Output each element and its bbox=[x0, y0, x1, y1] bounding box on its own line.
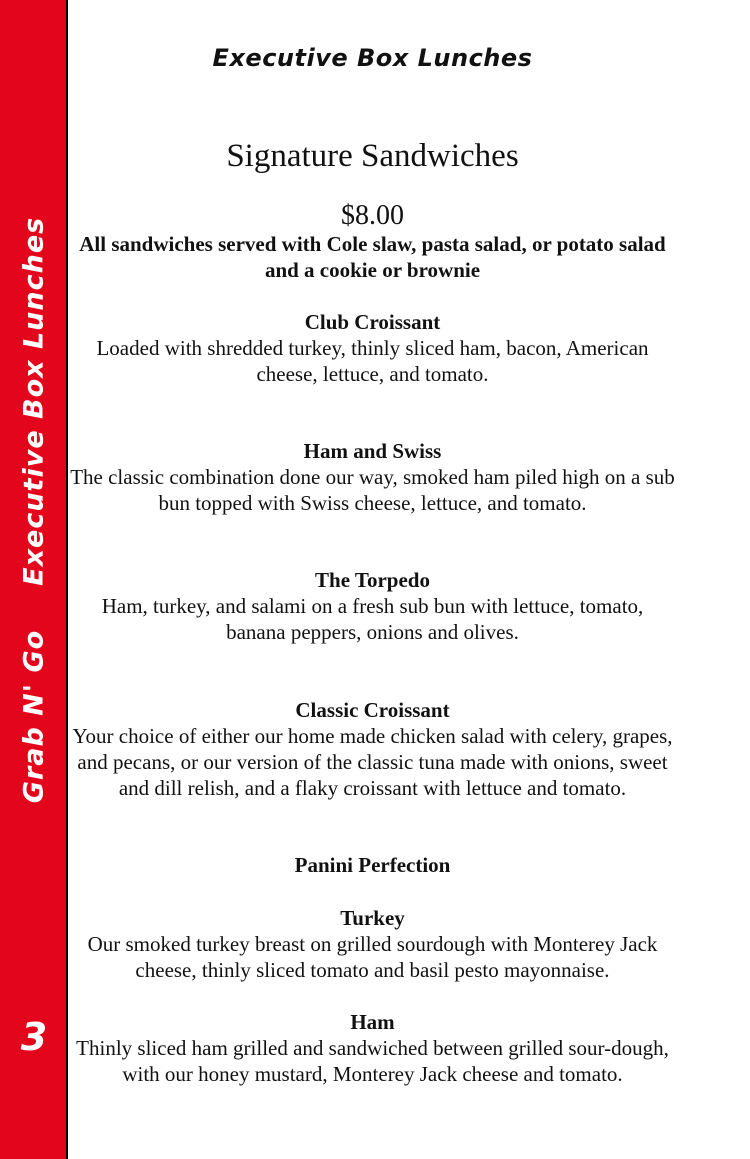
item-name: The Torpedo bbox=[315, 568, 430, 592]
item-description: The classic combination done our way, smoked ham piled high on a sub bun topped with Swiss cheese, lettuce, and tomato. bbox=[70, 465, 675, 515]
page-number: 3 bbox=[20, 1015, 48, 1059]
item-description: Ham, turkey, and salami on a fresh sub bun with lettuce, tomato, banana peppers, onions and olives. bbox=[101, 594, 644, 644]
sidebar bbox=[0, 0, 68, 1159]
sidebar-text-grab-n-go: Grab N' Go bbox=[18, 629, 50, 804]
panini-heading: Panini Perfection bbox=[294, 853, 451, 877]
item-name: Ham and Swiss bbox=[303, 439, 442, 463]
item-description: Thinly sliced ham grilled and sandwiched between grilled sour-dough, with our honey mustard, Monterey Jack cheese and tomato. bbox=[76, 1036, 669, 1086]
menu-item-ham-and-swiss bbox=[70, 438, 675, 516]
item-name: Turkey bbox=[340, 906, 405, 930]
intro-text: All sandwiches served with Cole slaw, pasta salad, or potato salad and a cookie or brownie bbox=[79, 232, 666, 282]
item-description: Your choice of either our home made chicken salad with celery, grapes, and pecans, or our version of the classic tuna made with onions, sweet and dill relish, and a flaky croissant with lettuce and tomato. bbox=[72, 724, 673, 800]
item-description: Loaded with shredded turkey, thinly sliced ham, bacon, American cheese, lettuce, and tomato. bbox=[96, 336, 649, 386]
menu-item-the-torpedo bbox=[70, 567, 675, 645]
price: $8.00 bbox=[341, 200, 404, 231]
sidebar-vertical-text bbox=[19, 217, 50, 803]
menu-item-club-croissant bbox=[70, 309, 675, 387]
item-name: Classic Croissant bbox=[295, 698, 450, 722]
sidebar-text-executive: Executive Box Lunches bbox=[18, 216, 50, 586]
page-header: Executive Box Lunches bbox=[212, 44, 533, 72]
item-name: Ham bbox=[350, 1010, 395, 1034]
menu-item-classic-croissant bbox=[70, 697, 675, 801]
item-description: Our smoked turkey breast on grilled sourdough with Monterey Jack cheese, thinly sliced tomato and basil pesto mayonnaise. bbox=[87, 932, 658, 982]
item-name: Club Croissant bbox=[304, 310, 441, 334]
menu-item-ham-panini bbox=[70, 1009, 675, 1087]
section-title: Signature Sandwiches bbox=[226, 138, 519, 174]
menu-item-turkey-panini bbox=[70, 905, 675, 983]
